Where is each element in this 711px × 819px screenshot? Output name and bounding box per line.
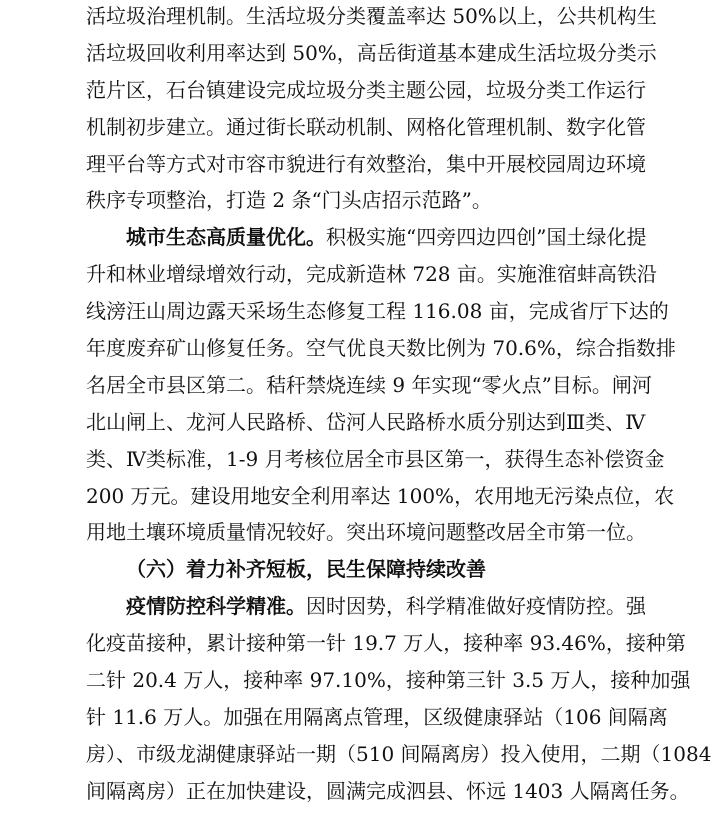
paragraph-line: 化疫苗接种，累计接种第一针 19.7 万人，接种率 93.46%，接种第 (86, 631, 686, 656)
paragraph-line: 秩序专项整治，打造 2 条“门头店招示范路”。 (86, 188, 492, 213)
paragraph-line: 二针 20.4 万人，接种率 97.10%，接种第三针 3.5 万人，接种加强 (86, 668, 691, 693)
paragraph-line: 活垃圾回收利用率达到 50%，高岳街道基本建成生活垃圾分类示 (86, 40, 657, 65)
paragraph-title: 疫情防控科学精准。 (126, 594, 306, 619)
paragraph-line: 升和林业增绿增效行动，完成新造林 728 亩。实施淮宿蚌高铁沿 (86, 262, 657, 287)
paragraph-line (86, 219, 647, 256)
paragraph-line: 线滂汪山周边露天采场生态修复工程 116.08 亩，完成省厅下达的 (86, 299, 669, 324)
paragraph-line: 范片区，石台镇建设完成垃圾分类主题公园，垃圾分类工作运行 (86, 77, 646, 102)
paragraph-line: 针 11.6 万人。加强在用隔离点管理，区级健康驿站（106 间隔离 (86, 704, 668, 729)
paragraph-line: 名居全市县区第二。秸秆禁烧连续 9 年实现“零火点”目标。闸河 (86, 372, 652, 397)
paragraph-line: 房）、市级龙湖健康驿站一期（510 间隔离房）投入使用，二期（1084 (86, 741, 711, 766)
paragraph-line: 间隔离房）正在加快建设，圆满完成泗县、怀远 1403 人隔离任务。 (86, 778, 690, 803)
paragraph-line: 北山闸上、龙河人民路桥、岱河人民路桥水质分别达到Ⅲ类、Ⅳ (86, 409, 646, 434)
paragraph-text: 因时因势，科学精准做好疫情防控。强 (306, 594, 646, 619)
paragraph-title: 城市生态高质量优化。 (126, 225, 326, 250)
paragraph-line: 类、Ⅳ类标准，1-9 月考核位居全市县区第一，获得生态补偿资金 (86, 446, 665, 471)
paragraph-line: 年度废弃矿山修复任务。空气优良天数比例为 70.6%，综合指数排 (86, 336, 676, 361)
paragraph-line: 理平台等方式对市容市貌进行有效整治，集中开展校园周边环境 (86, 151, 646, 176)
paragraph-line: 活垃圾治理机制。生活垃圾分类覆盖率达 50%以上，公共机构生 (86, 4, 657, 28)
paragraph-text: 积极实施“四旁四边四创”国土绿化提 (326, 225, 647, 250)
paragraph-line: 用地土壤环境质量情况较好。突出环境问题整改居全市第一位。 (86, 520, 646, 545)
paragraph-line (86, 588, 646, 625)
paragraph-line: 机制初步建立。通过街长联动机制、网格化管理机制、数字化管 (86, 114, 646, 139)
section-heading: （六）着力补齐短板，民生保障持续改善 (126, 557, 486, 582)
paragraph-line: 200 万元。建设用地安全利用率达 100%，农用地无污染点位，农 (86, 483, 675, 508)
